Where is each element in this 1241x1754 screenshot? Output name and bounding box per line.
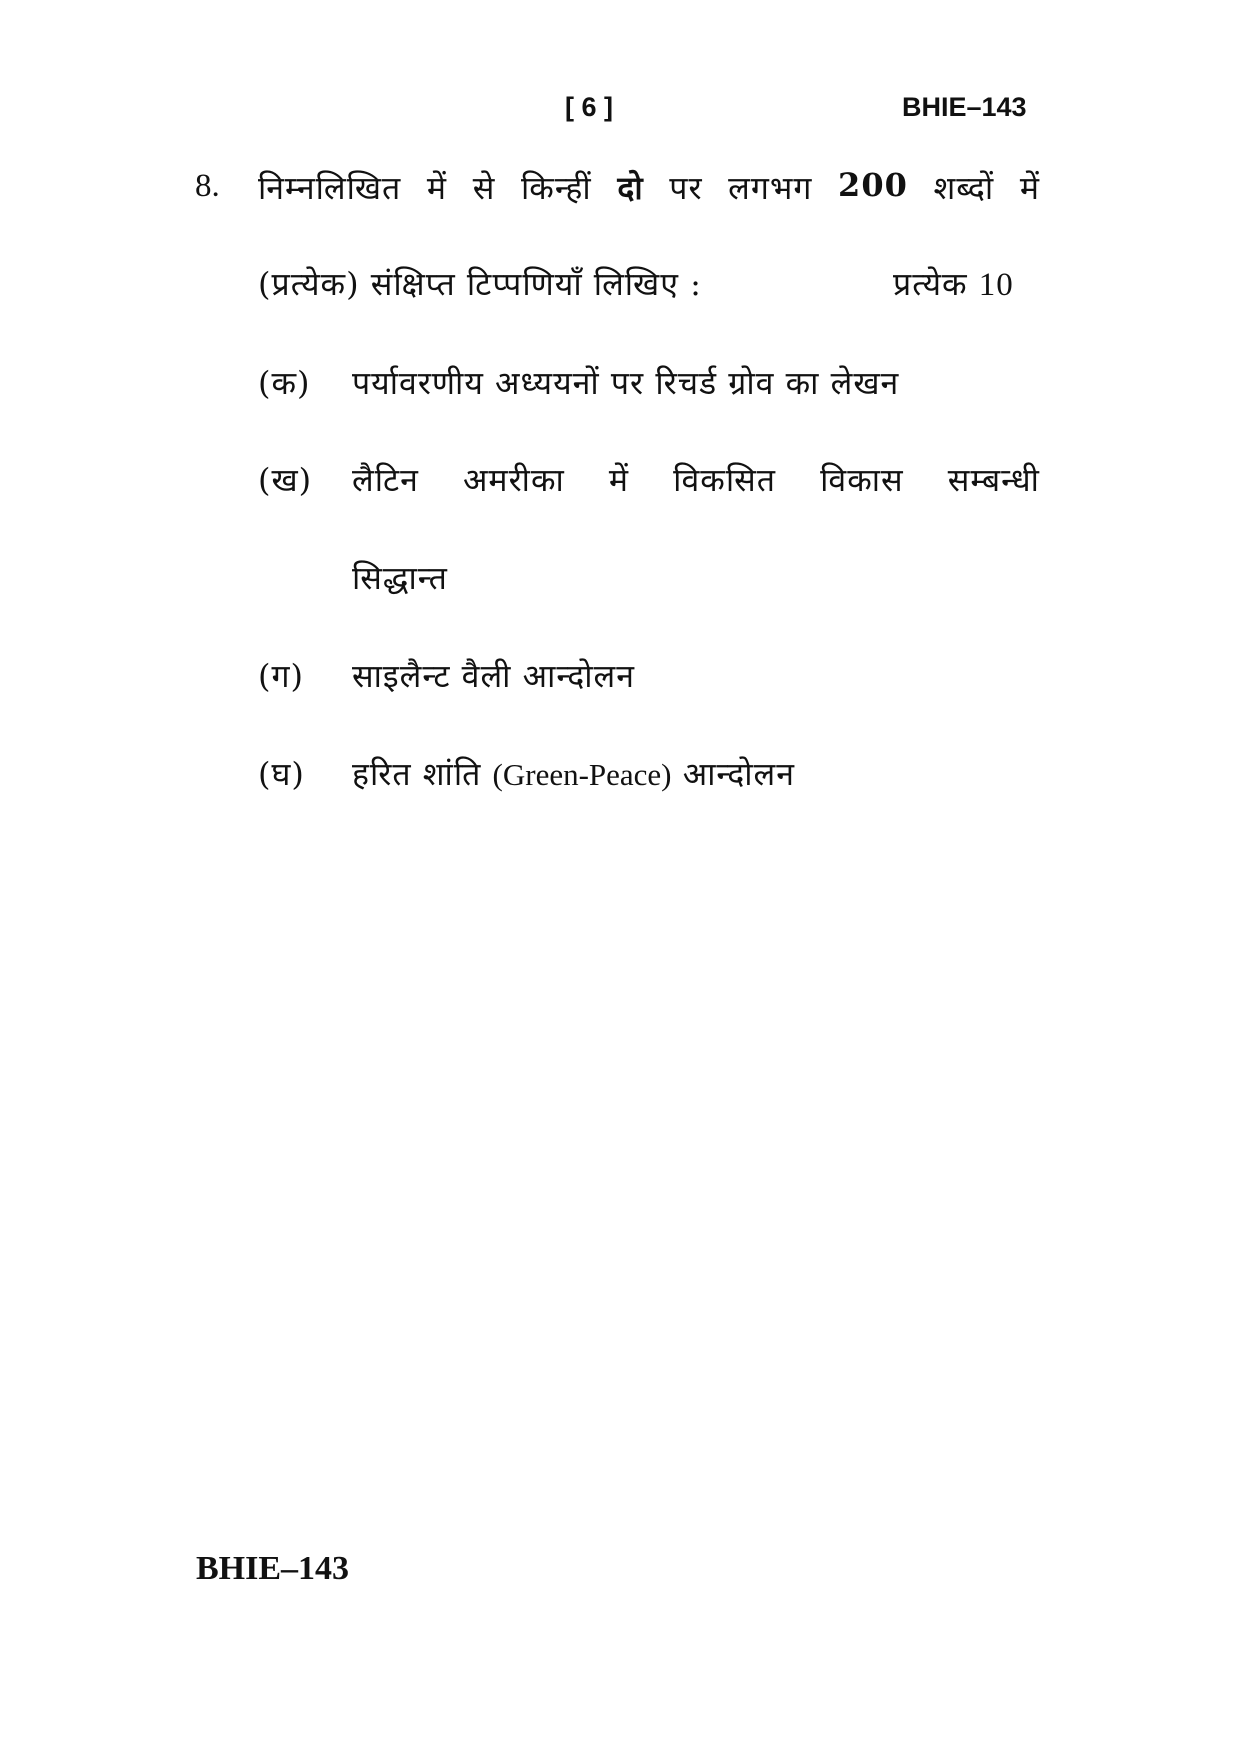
marks-value: 10: [978, 267, 1014, 303]
question-word: किन्हीं: [520, 169, 592, 207]
question-word: में: [1019, 169, 1040, 207]
question-line-2: (प्रत्येक) संक्षिप्त टिप्पणियाँ लिखिए :: [258, 265, 702, 303]
option-b-word: सम्बन्धी: [947, 461, 1040, 499]
option-b-word: में: [608, 461, 630, 499]
question-word-emphasis: दो: [617, 169, 644, 207]
option-d-text-hindi-end: आन्दोलन: [682, 755, 796, 793]
question-word: शब्दों: [933, 169, 995, 207]
option-d-text-english: (Green-Peace): [492, 757, 672, 792]
option-c-label: (ग): [258, 657, 304, 695]
question-word: से: [472, 169, 496, 207]
word-count: 200: [838, 166, 908, 204]
option-b-word: अमरीका: [462, 461, 565, 499]
page-number: [ 6 ]: [565, 92, 614, 122]
question-word: पर: [669, 169, 703, 207]
question-word: में: [426, 169, 448, 207]
header-course-code: BHIE–143: [902, 92, 1027, 122]
option-b-label: (ख): [258, 461, 313, 499]
marks-allocation: [893, 262, 1014, 305]
option-b-word: लैटिन: [352, 461, 419, 499]
option-b-text: [352, 458, 1040, 501]
option-b-word: विकसित: [673, 461, 776, 499]
question-line-1: [258, 166, 1040, 209]
marks-label: प्रत्येक: [893, 265, 968, 303]
option-b-word: विकास: [820, 461, 904, 499]
option-a-label: (क): [258, 364, 311, 402]
option-b-continuation: सिद्धान्त: [352, 559, 448, 597]
footer-course-code: BHIE–143: [196, 1550, 350, 1587]
option-d-text-hindi: हरित शांति: [352, 755, 482, 793]
option-d-text: [352, 752, 795, 795]
question-word: लगभग: [728, 169, 813, 207]
question-number: 8.: [195, 168, 220, 204]
option-a-text: पर्यावरणीय अध्ययनों पर रिचर्ड ग्रोव का लेखन: [352, 364, 900, 402]
option-d-label: (घ): [258, 755, 305, 793]
option-c-text: साइलैन्ट वैली आन्दोलन: [352, 657, 635, 695]
question-word: निम्नलिखित: [258, 169, 402, 207]
